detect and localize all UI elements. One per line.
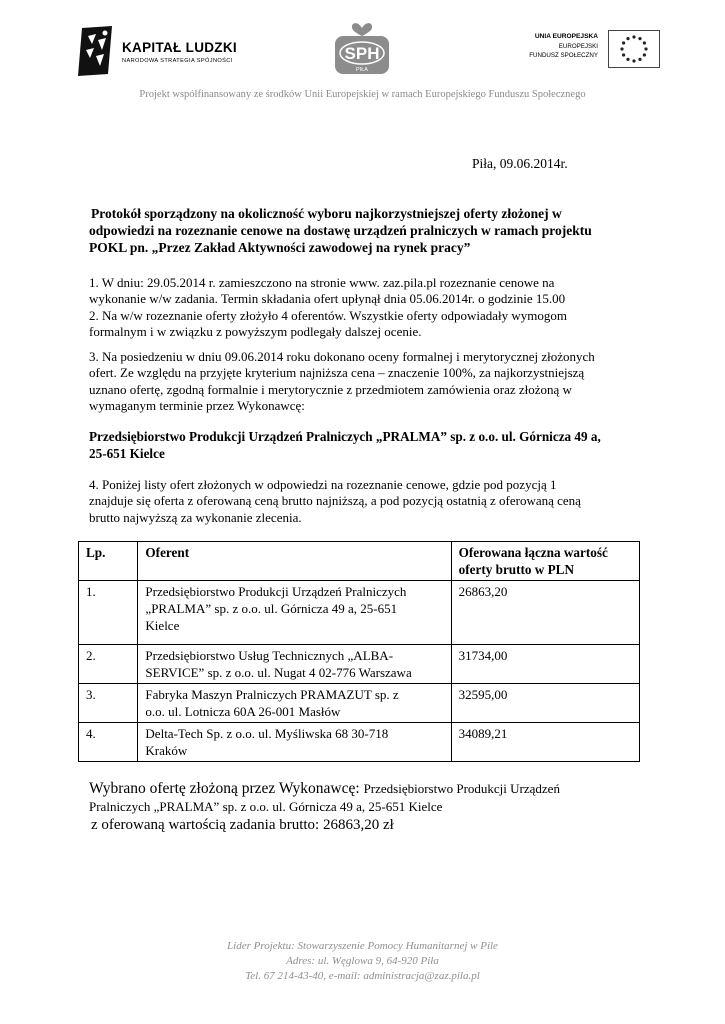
document-date: Piła, 09.06.2014r. (472, 156, 568, 171)
cell-lp: 1. (79, 581, 138, 645)
text-line: znajduje się oferta z oferowaną ceną brutto najniższą, a pod pozycją ostatnią z oferowaną ceną (89, 493, 581, 509)
text-line: ofert. Ze względu na przyjęte kryterium najniższa cena – znaczenie 100%, za najkorzystniejszą (89, 365, 585, 381)
text-line: uznano ofertę, zgodną formalnie i merytorycznie z przedmiotem zamówienia oraz złożoną w (89, 381, 572, 397)
text-line: Przedsiębiorstwo Produkcji Urządzeń Pralniczych „PRALMA” sp. z o.o. ul. Górnicza 49 a, (89, 429, 601, 444)
text-line: 25-651 Kielce (89, 446, 165, 461)
eu-line2: EUROPEJSKI (558, 42, 598, 50)
cell-oferent (138, 645, 451, 684)
winning-company (89, 428, 637, 462)
oferent-line: SERVICE” sp. z o.o. ul. Nugat 4 02-776 Warszawa (145, 665, 412, 680)
kapital-ludzki-title: KAPITAŁ LUDZKI (122, 40, 237, 55)
paragraph-3 (89, 349, 637, 415)
sph-city: PIŁA (356, 67, 368, 73)
oferent-line: o.o. ul. Lotnicza 60A 26-001 Masłów (145, 704, 341, 719)
text-line: 1. W dniu: 29.05.2014 r. zamieszczono na stronie www. zaz.pila.pl rozeznanie cenowe na (89, 275, 555, 290)
cell-oferent (138, 684, 451, 723)
header-oferent: Oferent (138, 542, 451, 581)
selection-summary (89, 780, 649, 834)
footer-line: Lider Projektu: Stowarzyszenie Pomocy Humanitarnej w Pile (227, 940, 498, 952)
cell-oferent (138, 723, 451, 762)
eu-line3: FUNDUSZ SPOŁECZNY (529, 52, 598, 59)
text-line: wymaganym terminie przez Wykonawcę: (89, 398, 305, 414)
oferent-line: Kielce (145, 618, 180, 633)
kapital-ludzki-logo (78, 24, 248, 80)
header-value-line: Oferowana łączna wartość (458, 545, 608, 560)
kapital-ludzki-flag-icon (78, 26, 114, 76)
footer-line: Adres: ul. Węglowa 9, 64-920 Piła (286, 955, 439, 967)
selection-company-part2: Pralniczych „PRALMA” sp. z o.o. ul. Górnicza 49 a, 25-651 Kielce (89, 799, 443, 814)
oferent-line: Fabryka Maszyn Pralniczych PRAMAZUT sp. z (145, 687, 399, 702)
eu-text (529, 32, 598, 61)
paragraph-1-2 (89, 275, 637, 341)
text-line: brutto najwyższą za wykonanie zlecenia. (89, 509, 302, 525)
table-row (79, 684, 640, 723)
oferent-line: Kraków (145, 743, 188, 758)
paragraph-4 (89, 477, 637, 526)
offers-table (78, 541, 640, 762)
kapital-ludzki-subtitle: NARODOWA STRATEGIA SPÓJNOŚCI (122, 58, 233, 64)
cell-oferent (138, 581, 451, 645)
sph-name: SPH (344, 44, 380, 63)
table-row (79, 581, 640, 645)
sph-logo (327, 16, 397, 76)
footer (0, 939, 725, 984)
heading-line: Protokół sporządzony na okoliczność wyboru najkorzystniejszej oferty złożonej w (91, 206, 562, 221)
selection-company-part1: Przedsiębiorstwo Produkcji Urządzeń (363, 781, 560, 796)
footer-line: Tel. 67 214-43-40, e-mail: administracja@zaz.pila.pl (245, 970, 480, 982)
cell-value: 31734,00 (451, 645, 639, 684)
text-line: 3. Na posiedzeniu w dniu 09.06.2014 roku dokonano oceny formalnej i merytorycznej złożonych (89, 349, 595, 364)
oferent-line: Delta-Tech Sp. z o.o. ul. Myśliwska 68 30-718 (145, 726, 389, 741)
selection-lead: Wybrano ofertę złożoną przez Wykonawcę: (89, 780, 364, 797)
eu-logo (520, 30, 660, 76)
text-line: 2. Na w/w rozeznanie oferty złożyło 4 oferentów. Wszystkie oferty odpowiadały wymogom (89, 307, 567, 323)
eu-flag-icon (608, 30, 660, 68)
selection-value: z oferowaną wartością zadania brutto: 26863,20 zł (91, 817, 394, 833)
text-line: wykonanie w/w zadania. Termin składania ofert upłynął dnia 05.06.2014r. o godzinie 15.00 (89, 291, 566, 307)
cell-lp: 4. (79, 723, 138, 762)
eu-line1: UNIA EUROPEJSKA (534, 33, 598, 40)
oferent-line: Przedsiębiorstwo Usług Technicznych „ALBA- (145, 648, 394, 663)
header-lp: Lp. (79, 542, 138, 581)
oferent-line: „PRALMA” sp. z o.o. ul. Górnicza 49 a, 25-651 (145, 601, 398, 616)
cell-lp: 3. (79, 684, 138, 723)
header-value-line: oferty brutto w PLN (458, 562, 575, 577)
cell-value: 34089,21 (451, 723, 639, 762)
cell-lp: 2. (79, 645, 138, 684)
header-value (451, 542, 639, 581)
cofinancing-note: Projekt współfinansowany ze środków Unii Europejskiej w ramach Europejskiego Funduszu Społecznego (139, 89, 586, 100)
cell-value: 26863,20 (451, 581, 639, 645)
heading-line: POKL pn. „Przez Zakład Aktywności zawodowej na rynek pracy” (89, 240, 471, 255)
cell-value: 32595,00 (451, 684, 639, 723)
table-row (79, 645, 640, 684)
selection-line (89, 780, 649, 798)
document-heading (89, 205, 634, 256)
oferent-line: Przedsiębiorstwo Produkcji Urządzeń Pralniczych (145, 584, 407, 599)
table-header-row (79, 542, 640, 581)
heading-line: odpowiedzi na rozeznanie cenowe na dostawę urządzeń pralniczych w ramach projektu (89, 223, 592, 238)
table-row (79, 723, 640, 762)
text-line: formalnym i w związku z powyższym podlegały dalszej ocenie. (89, 324, 422, 340)
text-line: 4. Poniżej listy ofert złożonych w odpowiedzi na rozeznanie cenowe, gdzie pod pozycją 1 (89, 477, 557, 492)
